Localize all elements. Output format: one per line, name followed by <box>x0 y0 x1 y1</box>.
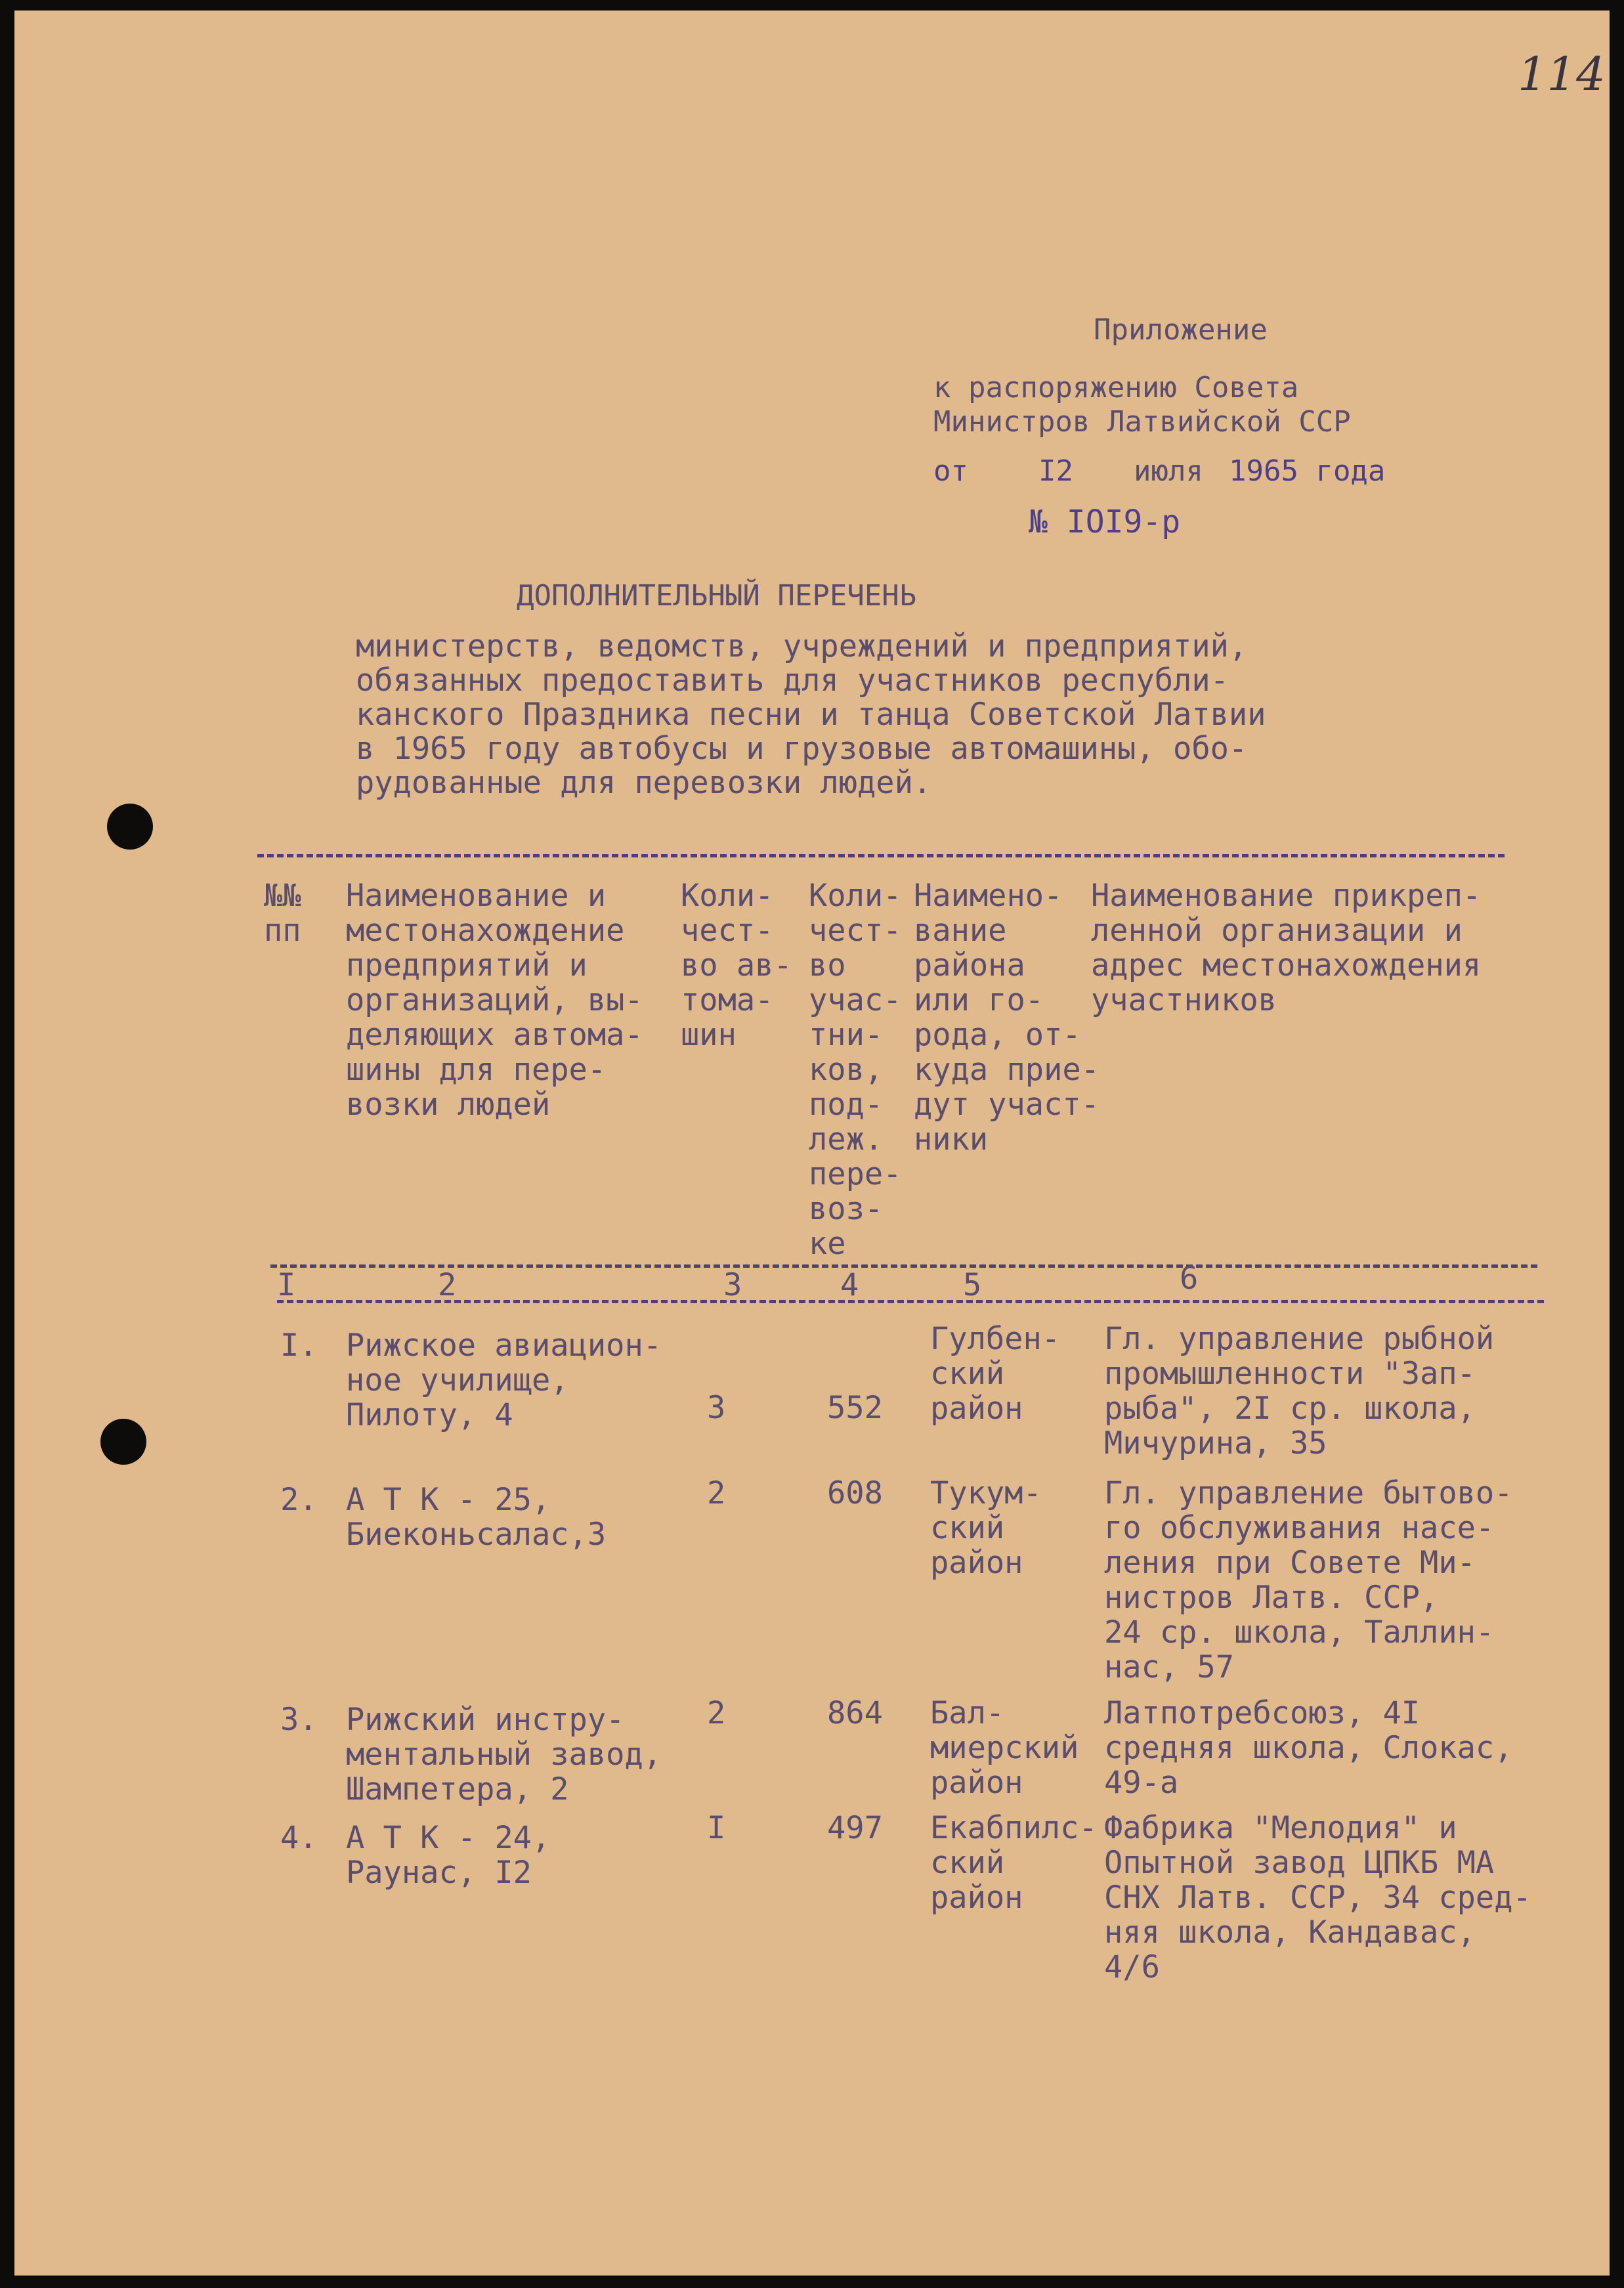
row-district: район <box>930 1545 1023 1581</box>
header-col5: рода, от- <box>914 1017 1081 1053</box>
header-col1: №№ <box>264 878 301 914</box>
header-col4: Коли- <box>809 878 902 914</box>
row-attached: го обслуживания насе- <box>1104 1510 1495 1546</box>
header-col6: ленной организации и <box>1091 913 1463 949</box>
header-col2: Наименование и <box>346 878 607 914</box>
row-district: район <box>930 1880 1023 1916</box>
header-col5: или го- <box>914 982 1044 1018</box>
row-attached: Гл. управление бытово- <box>1104 1475 1513 1511</box>
row-participants: 552 <box>827 1390 883 1426</box>
appendix-date-prefix: от <box>933 454 968 488</box>
table-rule <box>257 854 1505 857</box>
punch-hole <box>100 1419 146 1465</box>
document-page <box>14 11 1610 2276</box>
header-col5: ники <box>914 1121 989 1157</box>
row-attached: Опытной завод ЦПКБ МА <box>1104 1845 1495 1881</box>
header-col4: во <box>809 947 846 983</box>
row-district: район <box>930 1765 1023 1801</box>
column-number: I <box>277 1267 296 1303</box>
row-district: Тукум- <box>930 1475 1042 1511</box>
header-col3: во ав- <box>681 947 792 983</box>
row-attached: СНХ Латв. ССР, 34 сред- <box>1104 1880 1531 1916</box>
row-number: 2. <box>280 1482 318 1518</box>
row-number: I. <box>280 1327 318 1364</box>
page-number: 114 <box>1518 47 1606 101</box>
row-attached: Мичурина, 35 <box>1104 1425 1327 1461</box>
header-col6: адрес местонахождения <box>1091 947 1482 983</box>
row-attached: няя школа, Кандавас, <box>1104 1914 1476 1951</box>
header-col4: ке <box>809 1226 846 1262</box>
row-number: 3. <box>280 1702 318 1738</box>
header-col2: предприятий и <box>346 947 588 983</box>
column-number: 6 <box>1180 1261 1199 1297</box>
header-col5: куда прие- <box>914 1052 1100 1088</box>
row-participants: 608 <box>827 1475 883 1511</box>
row-attached: рыба", 2I ср. школа, <box>1104 1391 1476 1427</box>
row-attached: 4/6 <box>1104 1949 1160 1985</box>
appendix-line: к распоряжению Совета <box>933 371 1299 404</box>
row-org: Шампетера, 2 <box>346 1771 569 1807</box>
header-col5: Наимено- <box>914 878 1063 914</box>
row-attached: ления при Совете Ми- <box>1104 1545 1476 1581</box>
table-rule <box>270 1264 1537 1268</box>
row-vehicles: 2 <box>707 1475 726 1511</box>
row-org: Пилоту, 4 <box>346 1397 513 1433</box>
header-col3: Коли- <box>681 878 774 914</box>
header-col4: чест- <box>809 913 902 949</box>
row-org: Рижский инстру- <box>346 1702 625 1738</box>
appendix-date-year: 1965 года <box>1229 454 1386 488</box>
header-col4: учас- <box>809 982 902 1018</box>
row-attached: промышленности "Зап- <box>1104 1356 1476 1392</box>
row-org: А Т К - 25, <box>346 1482 551 1518</box>
title-line: рудованные для перевозки людей. <box>356 765 932 801</box>
row-attached: Фабрика "Мелодия" и <box>1104 1810 1457 1846</box>
row-district: миерский <box>930 1730 1079 1766</box>
header-col4: пере- <box>809 1156 902 1192</box>
appendix-title: Приложение <box>1094 313 1268 347</box>
document-heading: ДОПОЛНИТЕЛЬНЫЙ ПЕРЕЧЕНЬ <box>517 579 917 613</box>
appendix-date-month: июля <box>1134 454 1203 488</box>
row-participants: 497 <box>827 1810 883 1846</box>
row-vehicles: 3 <box>707 1390 726 1426</box>
row-org: Биеконьсалас,3 <box>346 1517 607 1553</box>
row-attached: нистров Латв. ССР, <box>1104 1580 1439 1616</box>
header-col3: тома- <box>681 982 774 1018</box>
row-participants: 864 <box>827 1695 883 1731</box>
header-col6: участников <box>1091 982 1277 1018</box>
header-col2: шины для пере- <box>346 1052 607 1088</box>
row-number: 4. <box>280 1820 318 1856</box>
column-number: 5 <box>963 1267 982 1303</box>
row-vehicles: I <box>707 1810 726 1846</box>
row-attached: средняя школа, Слокас, <box>1104 1730 1513 1766</box>
header-col5: района <box>914 947 1025 983</box>
header-col5: вание <box>914 913 1007 949</box>
column-number: 4 <box>840 1267 859 1303</box>
row-attached: Латпотребсоюз, 4I <box>1104 1695 1421 1731</box>
row-district: Екабпилс- <box>930 1810 1098 1846</box>
table-rule <box>277 1300 1544 1303</box>
header-col4: тни- <box>809 1017 884 1053</box>
row-org: Раунас, I2 <box>346 1855 532 1891</box>
row-district: район <box>930 1391 1023 1427</box>
row-district: Бал- <box>930 1695 1005 1731</box>
header-col4: воз- <box>809 1191 884 1227</box>
row-attached: Гл. управление рыбной <box>1104 1321 1495 1357</box>
appendix-date-day: I2 <box>1038 454 1073 488</box>
row-org: Рижское авиацион- <box>346 1327 662 1364</box>
row-district: ский <box>930 1845 1005 1881</box>
row-district: Гулбен- <box>930 1321 1061 1357</box>
row-district: ский <box>930 1356 1005 1392</box>
title-line: канского Праздника песни и танца Советской Латвии <box>356 697 1266 733</box>
header-col2: деляющих автома- <box>346 1017 643 1053</box>
row-org: ное училище, <box>346 1362 569 1398</box>
header-col2: организаций, вы- <box>346 982 643 1018</box>
header-col2: возки людей <box>346 1087 551 1123</box>
header-col4: под- <box>809 1087 884 1123</box>
row-attached: нас, 57 <box>1104 1649 1235 1685</box>
header-col5: дут участ- <box>914 1087 1100 1123</box>
title-line: министерств, ведомств, учреждений и предприятий, <box>356 628 1248 664</box>
punch-hole <box>107 804 153 850</box>
row-attached: 24 ср. школа, Таллин- <box>1104 1614 1495 1651</box>
header-col3: чест- <box>681 913 774 949</box>
row-org: ментальный завод, <box>346 1737 662 1773</box>
row-vehicles: 2 <box>707 1695 726 1731</box>
header-col4: ков, <box>809 1052 884 1088</box>
appendix-number: № IOI9-р <box>1029 504 1181 540</box>
appendix-line: Министров Латвийской ССР <box>933 405 1351 439</box>
title-line: в 1965 году автобусы и грузовые автомашины, обо- <box>356 731 1248 767</box>
row-org: А Т К - 24, <box>346 1820 551 1856</box>
row-attached: 49-а <box>1104 1765 1179 1801</box>
header-col6: Наименование прикреп- <box>1091 878 1482 914</box>
header-col1: пп <box>264 913 301 949</box>
header-col2: местонахождение <box>346 913 625 949</box>
title-line: обязанных предоставить для участников республи- <box>356 662 1229 699</box>
column-number: 2 <box>438 1267 457 1303</box>
row-district: ский <box>930 1510 1005 1546</box>
column-number: 3 <box>723 1267 742 1303</box>
header-col3: шин <box>681 1017 737 1053</box>
header-col4: леж. <box>809 1121 884 1157</box>
